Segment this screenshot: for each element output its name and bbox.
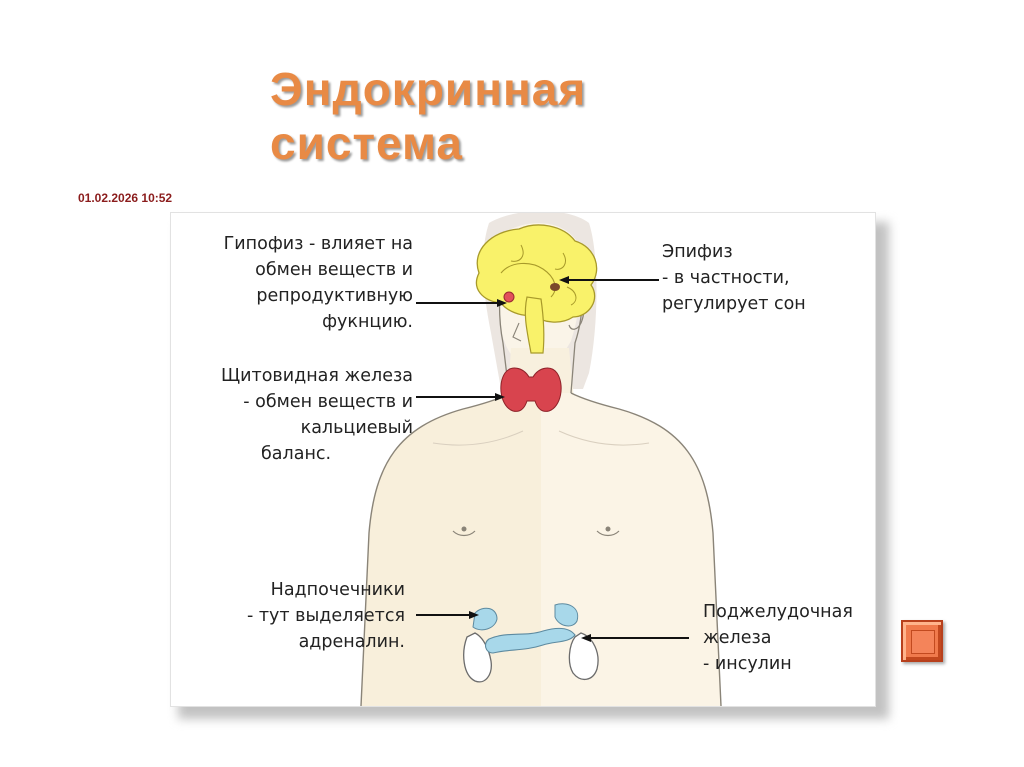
pineal-label-line: регулирует сон <box>662 294 806 314</box>
pituitary-label-line: репродуктивную <box>256 286 413 306</box>
square-button-icon[interactable] <box>901 620 943 662</box>
title-line-2: система <box>270 117 463 169</box>
title-line-1: Эндокринная <box>270 63 587 115</box>
pancreas-label-line: железа <box>703 628 772 648</box>
thyroid-label-line: Щитовидная железа <box>221 366 413 386</box>
pituitary-label-line: обмен веществ и <box>255 260 413 280</box>
pituitary-shape <box>504 292 514 302</box>
endocrine-figure <box>170 212 876 707</box>
slide-title <box>270 62 586 170</box>
thyroid-label <box>221 363 413 467</box>
adrenal-label <box>247 577 405 655</box>
torso-highlight <box>541 393 721 706</box>
pineal-label <box>662 239 806 317</box>
pancreas-label-line: - инсулин <box>703 654 792 674</box>
thyroid-label-line: баланс. <box>261 444 332 464</box>
pancreas-label-line: Поджелудочная <box>703 602 853 622</box>
thyroid-label-line: кальциевый <box>300 418 413 438</box>
pituitary-label-line: фукнцию. <box>322 312 413 332</box>
pineal-label-line: - в частности, <box>662 268 790 288</box>
square-button-inner <box>911 630 935 654</box>
pituitary-label <box>224 231 413 335</box>
adrenal-label-line: - тут выделяется <box>246 606 405 626</box>
pineal-label-line: Эпифиз <box>662 242 733 262</box>
slide-timestamp: 01.02.2026 10:52 <box>78 191 173 205</box>
adrenal-label-line: адреналин. <box>298 632 405 652</box>
adrenal-label-line: Надпочечники <box>270 580 405 600</box>
pancreas-label <box>703 599 853 677</box>
thyroid-label-line: - обмен веществ и <box>243 392 413 412</box>
pituitary-label-line: Гипофиз - влияет на <box>223 234 413 254</box>
pineal-shape <box>550 283 560 291</box>
